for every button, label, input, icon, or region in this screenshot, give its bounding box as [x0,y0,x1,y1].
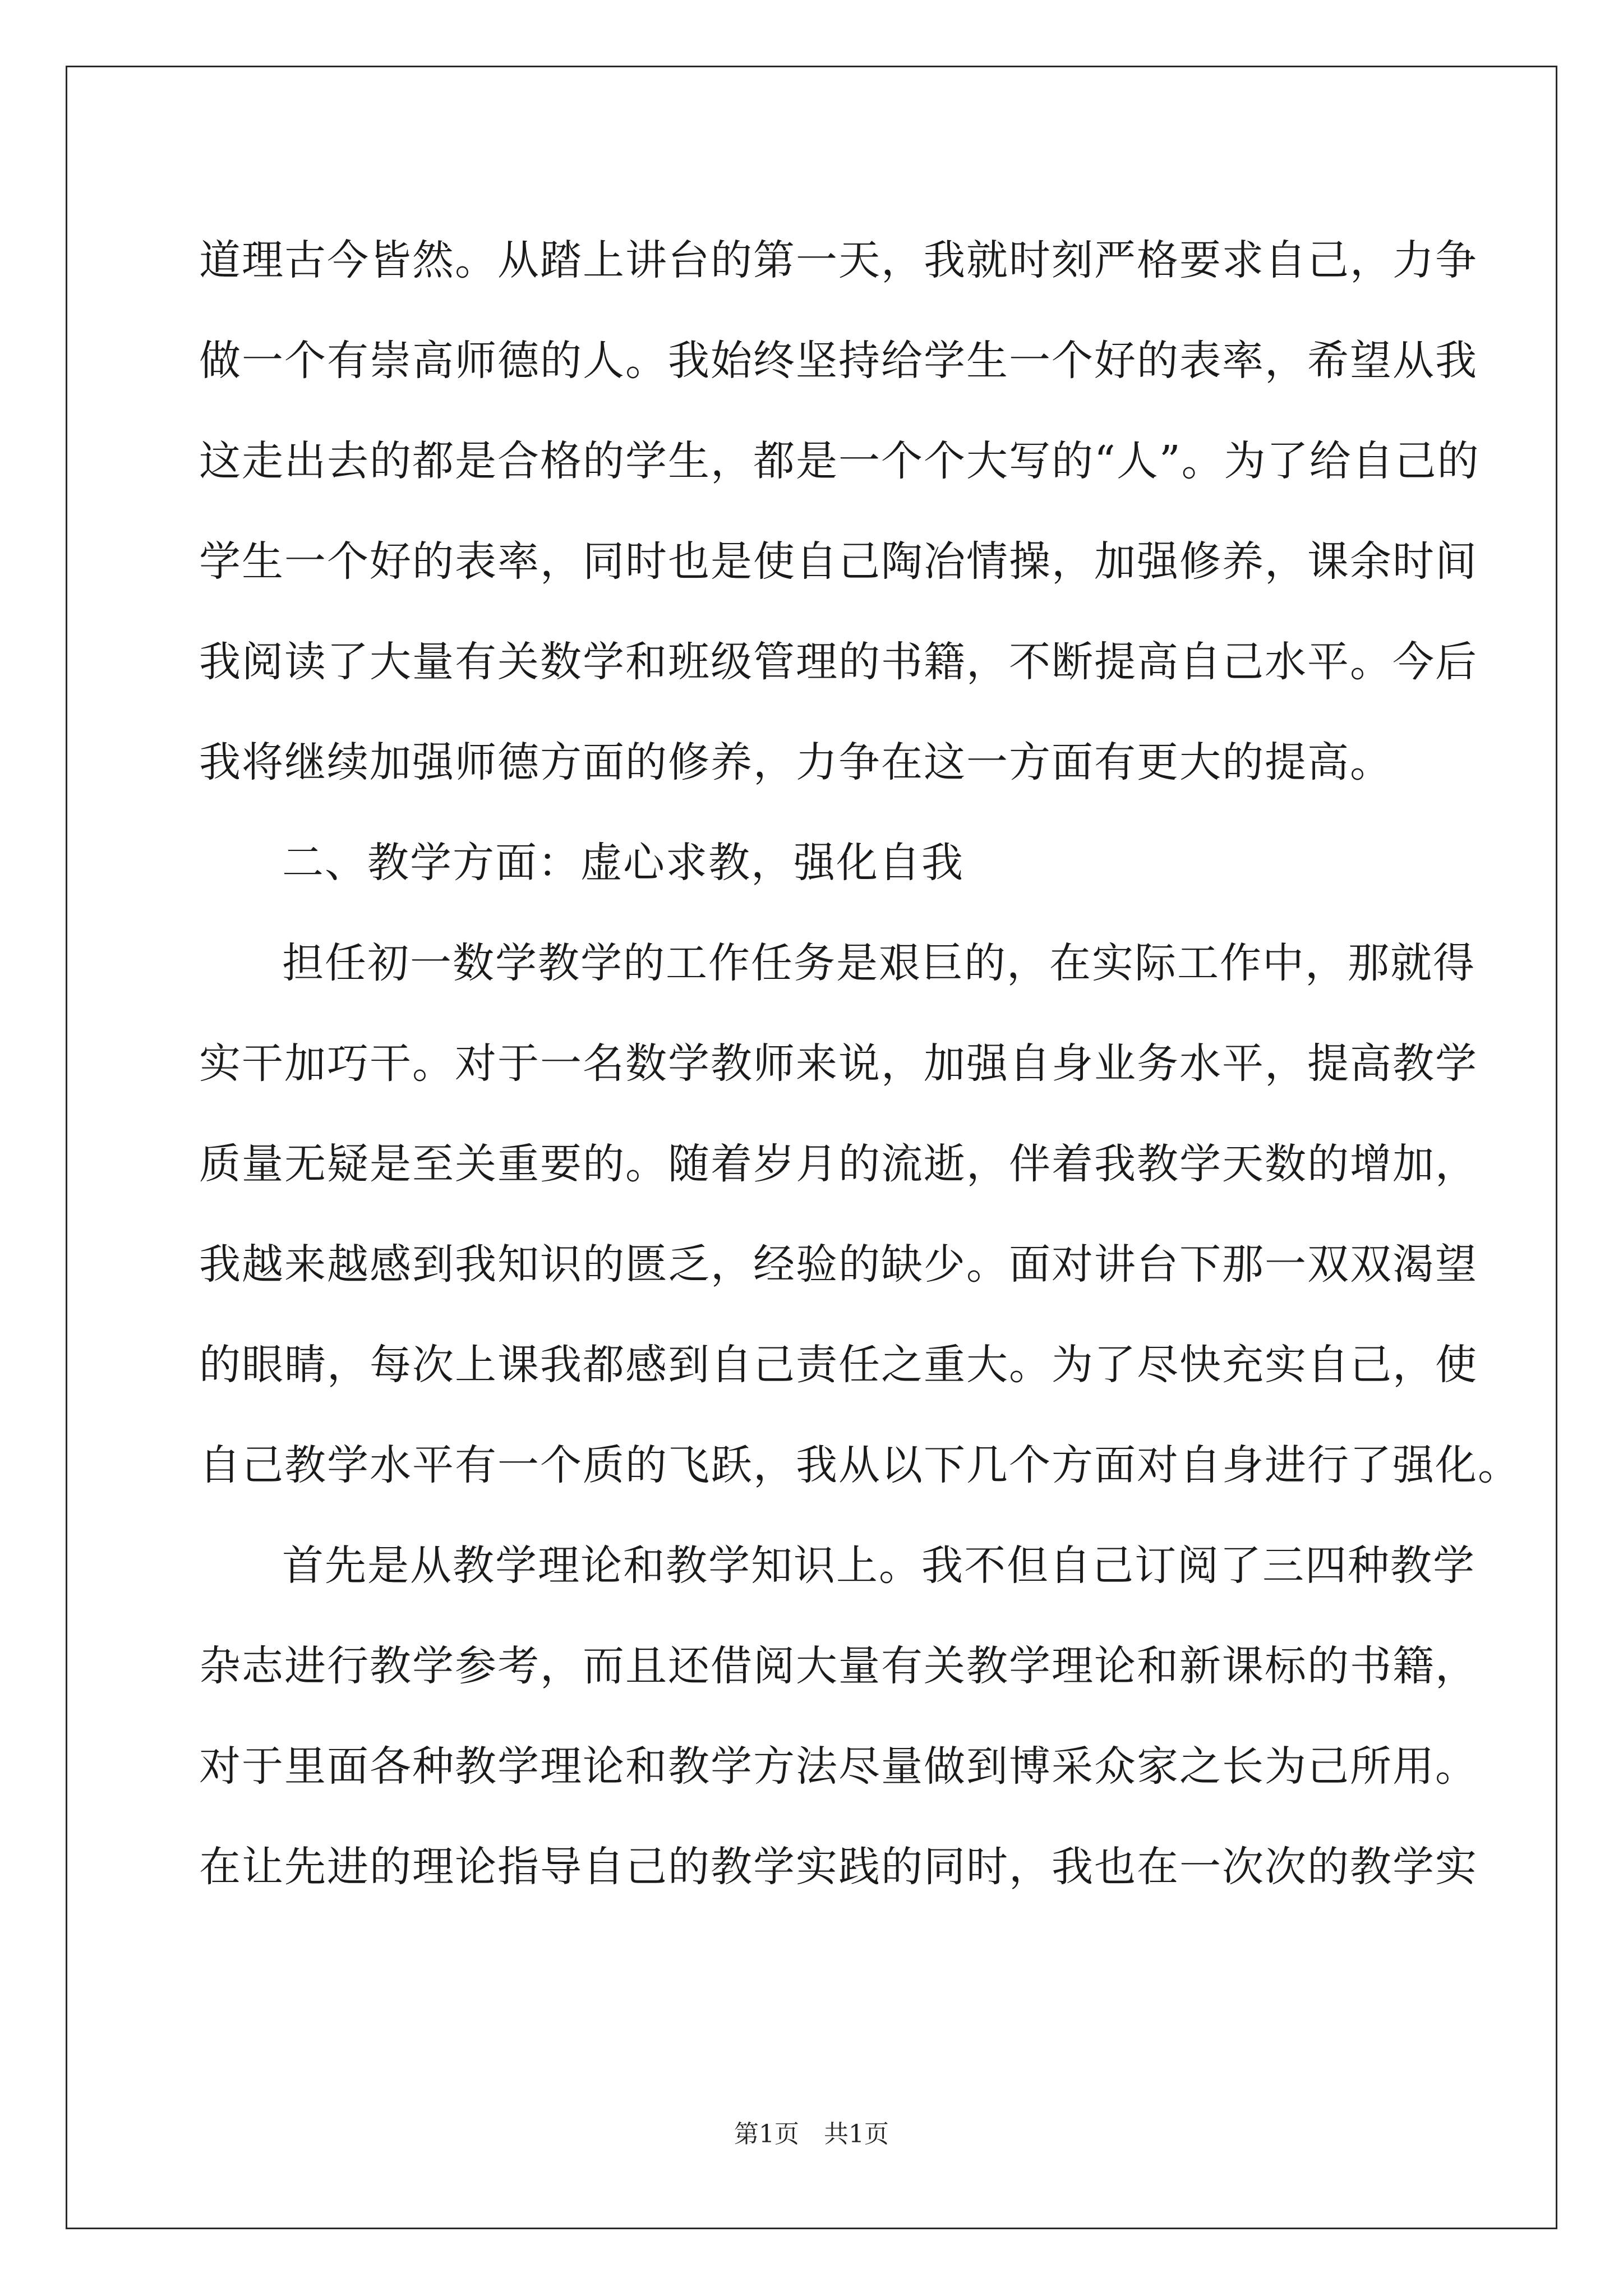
text-line: 学生一个好的表率，同时也是使自己陶冶情操，加强修养，课余时间 [199,537,1478,586]
text-line: 做一个有崇高师德的人。我始终坚持给学生一个好的表率，希望从我 [199,337,1478,385]
text-line: 自己教学水平有一个质的飞跃，我从以下几个方面对自身进行了强化。 [199,1441,1520,1489]
text-line: 首先是从教学理论和教学知识上。我不但自己订阅了三四种教学 [282,1542,1476,1590]
text-line: 质量无疑是至关重要的。随着岁月的流逝，伴着我教学天数的增加， [199,1140,1478,1188]
text-line: 在让先进的理论指导自己的教学实践的同时，我也在一次次的教学实 [199,1843,1478,1891]
text-line: 我阅读了大量有关数学和班级管理的书籍，不断提高自己水平。今后 [199,638,1478,686]
section-heading: 二、教学方面：虚心求教，强化自我 [282,839,964,887]
text-line: 的眼睛，每次上课我都感到自己责任之重大。为了尽快充实自己，使 [199,1341,1478,1389]
text-line: 担任初一数学教学的工作任务是艰巨的，在实际工作中，那就得 [282,939,1476,987]
text-line: 道理古今皆然。从踏上讲台的第一天，我就时刻严格要求自己，力争 [199,236,1478,284]
page-total: 共1页 [824,2120,889,2148]
text-line: 我越来越感到我知识的匮乏，经验的缺少。面对讲台下那一双双渴望 [199,1240,1478,1289]
text-line: 杂志进行教学参考，而且还借阅大量有关教学理论和新课标的书籍， [199,1642,1478,1690]
text-line: 对于里面各种教学理论和教学方法尽量做到博采众家之长为己所用。 [199,1742,1478,1791]
text-line: 这走出去的都是合格的学生，都是一个个大写的“人”。为了给自己的 [199,437,1480,485]
document-body [199,210,1520,1917]
page-footer [0,2118,1623,2151]
text-line: 我将继续加强师德方面的修养，力争在这一方面有更大的提高。 [199,738,1393,786]
page-number: 第1页 [734,2120,799,2148]
text-line: 实干加巧干。对于一名数学教师来说，加强自身业务水平，提高教学 [199,1039,1478,1088]
